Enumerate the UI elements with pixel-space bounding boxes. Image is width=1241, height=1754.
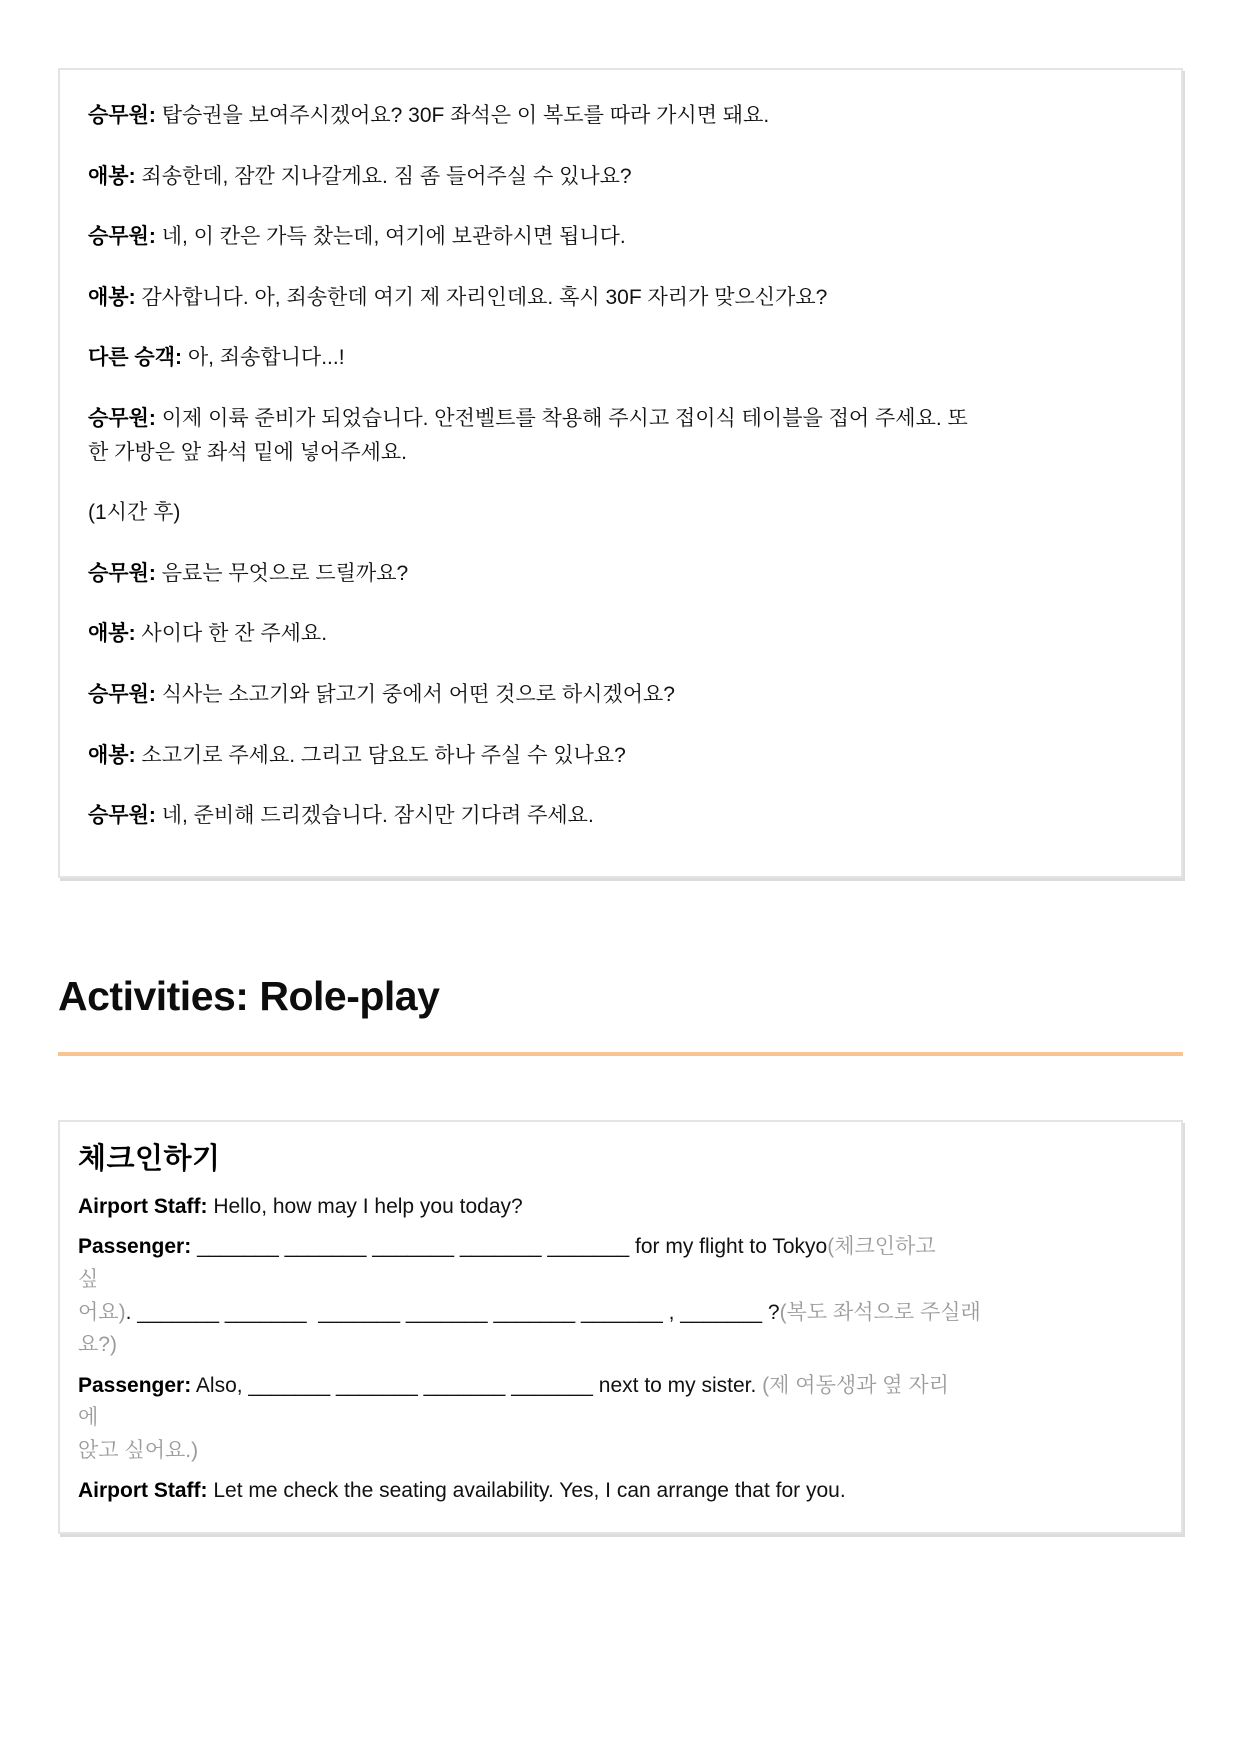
dialogue-paragraph [88,496,1153,530]
speaker-label: 승무원: [88,804,156,828]
korean-hint: (복도 좌석으로 주실래 [779,1300,981,1324]
speaker-label: Airport Staff: [78,1194,208,1218]
dialogue-text: 음료는 무엇으로 드릴까요? [155,561,409,585]
speaker-label: 승무원: [88,225,156,249]
korean-hint: 에 [78,1406,99,1430]
dialogue-text: 네, 준비해 드리겠습니다. 잠시만 기다려 주세요. [155,804,594,828]
dialogue-paragraph [88,99,1153,133]
dialogue-paragraph [88,281,1153,315]
speaker-label: 애봉: [88,743,136,767]
korean-hint: 요?) [78,1333,117,1357]
korean-hint: 어요) [78,1300,126,1324]
fill-in-blanks: Also, _______ _______ _______ _______ next to my sister. [191,1373,763,1397]
speaker-label: Airport Staff: [78,1479,208,1503]
dialogue-paragraph [88,160,1153,194]
speaker-label: 애봉: [88,285,136,309]
orange-divider [58,1052,1183,1056]
fill-in-blanks: _______ _______ _______ _______ _______ _______ , _______ ? [137,1300,780,1324]
speaker-label: 다른 승객: [88,346,182,370]
speaker-label: 애봉: [88,164,136,188]
roleplay-line-passenger-1 [78,1231,1163,1361]
fill-in-blanks: _______ _______ _______ _______ _______ for my flight to Tokyo [191,1235,828,1259]
dialogue-paragraph [88,341,1153,375]
dialogue-paragraph [88,402,1153,469]
dialogue-paragraph [88,557,1153,591]
speaker-label: 승무원: [88,104,156,127]
roleplay-text: Let me check the seating availability. Yes, I can arrange that for you. [207,1479,846,1503]
dialogue-paragraph [88,617,1153,651]
dialogue-text: 아, 죄송합니다...! [181,346,345,370]
dialogue-text: 식사는 소고기와 닭고기 중에서 어떤 것으로 하시겠어요? [155,682,675,706]
dialogue-paragraph [88,220,1153,254]
speaker-label: Passenger: [78,1373,192,1397]
roleplay-title: 체크인하기 [78,1142,221,1175]
dialogue-text: 한 가방은 앞 좌석 밑에 넣어주세요. [88,440,408,464]
roleplay-line-airport-staff-1 [78,1191,1163,1224]
dialogue-text: 네, 이 칸은 가득 찼는데, 여기에 보관하시면 됩니다. [155,225,626,249]
dialogue-text: 탑승권을 보여주시겠어요? 30F 좌석은 이 복도를 따라 가시면 돼요. [155,104,770,127]
roleplay-line-airport-staff-2 [78,1475,1163,1508]
speaker-label: 승무원: [88,406,156,430]
roleplay-text: Hello, how may I help you today? [207,1194,523,1218]
speaker-label: 승무원: [88,682,156,706]
dialogue-paragraph [88,678,1153,712]
dialogue-text: 소고기로 주세요. 그리고 담요도 하나 주실 수 있나요? [135,743,626,767]
section-heading: Activities: Role-play [58,972,440,1019]
dialogue-text: 죄송한데, 잠깐 지나갈게요. 짐 좀 들어주실 수 있나요? [135,164,632,188]
dialogue-text: 감사합니다. 아, 죄송한데 여기 제 자리인데요. 혹시 30F 자리가 맞으신가요? [135,285,828,309]
korean-hint: (체크인하고 [827,1235,936,1259]
dialogue-text: 사이다 한 잔 주세요. [135,622,328,646]
dialogue-text: 이제 이륙 준비가 되었습니다. 안전벨트를 착용해 주시고 접이식 테이블을 접어 주세요. 또 [155,406,968,430]
dialogue-paragraph [88,799,1153,833]
speaker-label: 애봉: [88,622,136,646]
roleplay-line-passenger-2 [78,1370,1163,1468]
korean-hint: 앉고 싶어요.) [78,1438,199,1462]
korean-hint: (제 여동생과 옆 자리 [762,1373,949,1397]
roleplay-box [58,1120,1183,1534]
dialogue-text: (1시간 후) [88,501,181,525]
dialogue-paragraph [88,739,1153,773]
dialogue-box [58,68,1183,878]
roleplay-text: . [125,1300,138,1324]
speaker-label: Passenger: [78,1235,192,1259]
speaker-label: 승무원: [88,561,156,585]
korean-hint: 싶 [78,1268,99,1291]
